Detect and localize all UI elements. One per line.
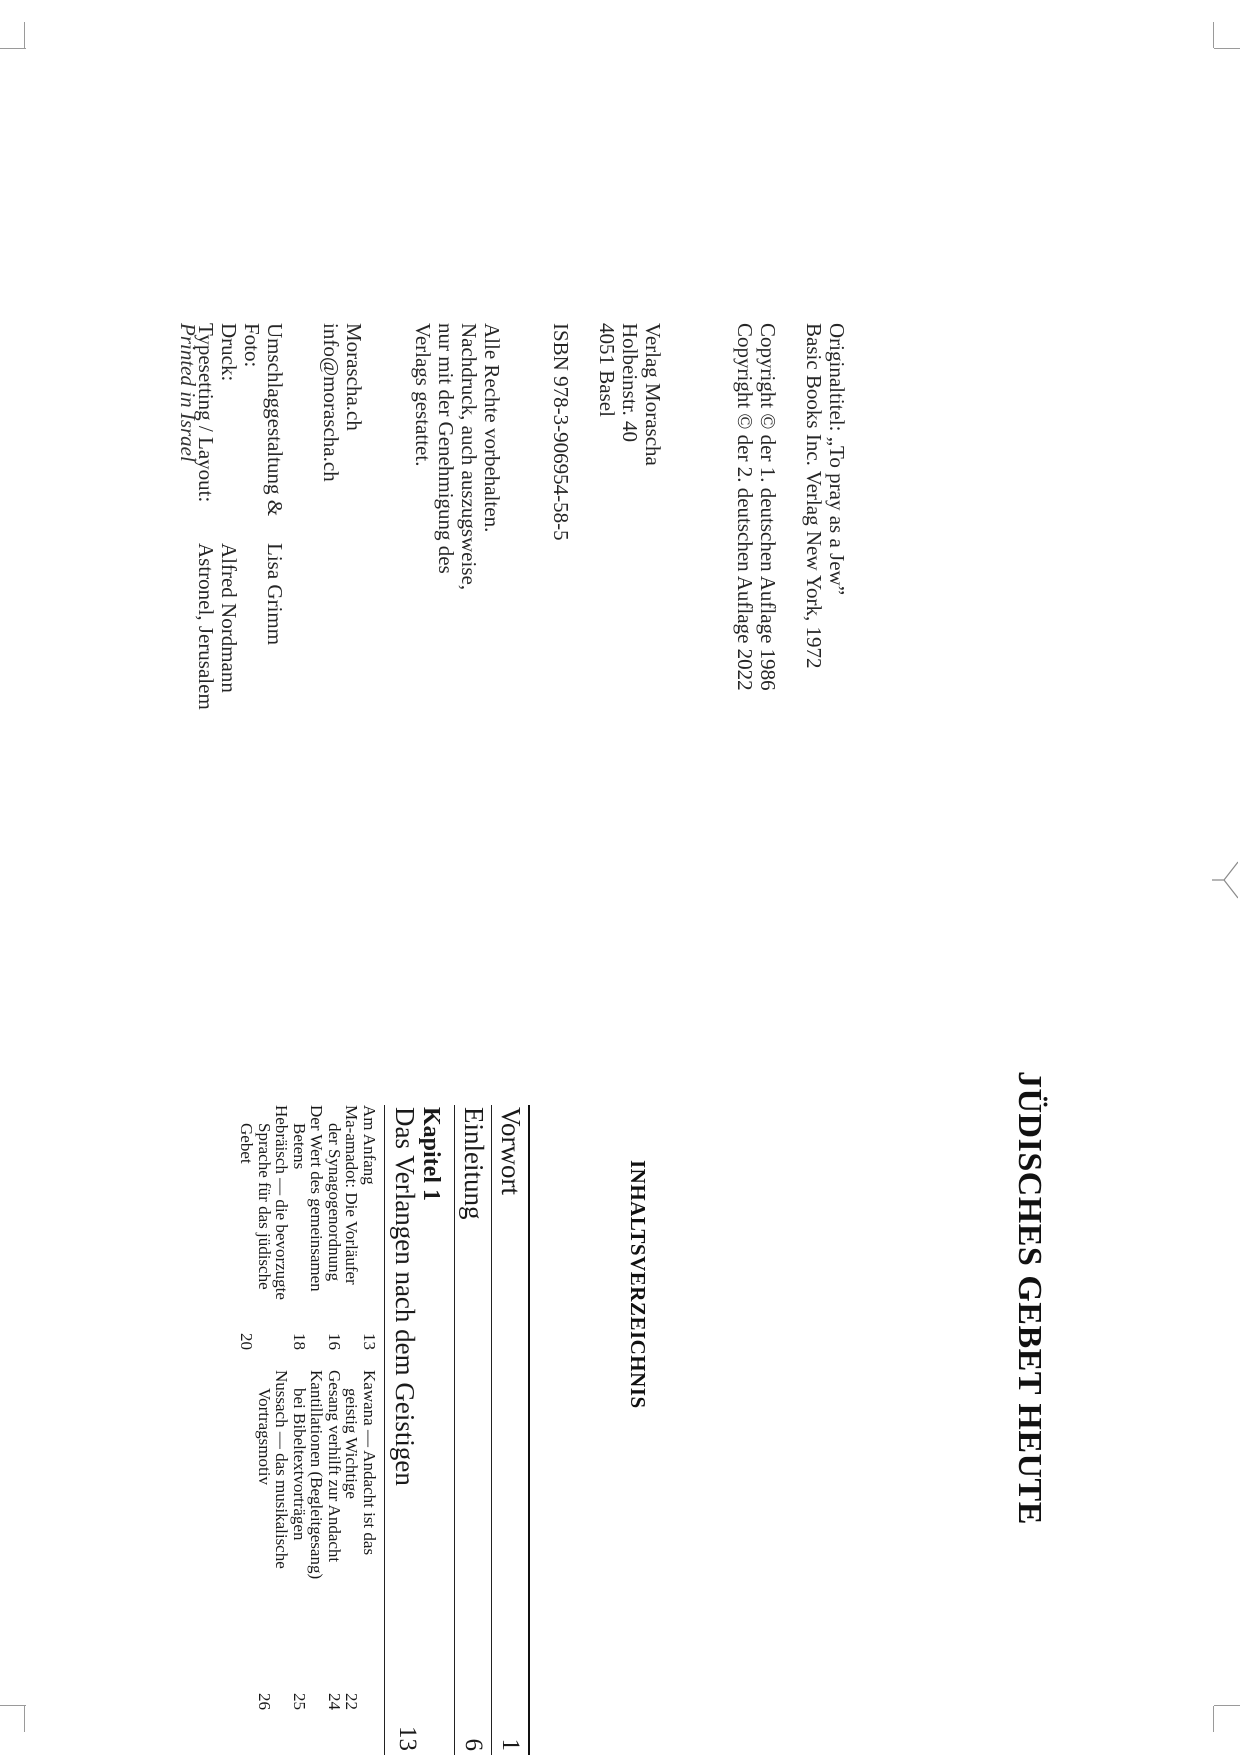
toc-sub-title-cont: Gebet <box>237 1123 257 1164</box>
rights-line-1: Alle Rechte vorbehalten. <box>480 323 504 533</box>
toc-sub-page: 25 <box>290 1693 309 1710</box>
credits-block <box>194 323 286 1083</box>
rights-line-4: Verlags gestattet. <box>411 323 435 467</box>
isbn: ISBN 978-3-906954-58-5 <box>549 323 573 541</box>
book-title: JÜDISCHES GEBET HEUTE <box>1011 1071 1048 1525</box>
publisher-email: info@morascha.ch <box>319 323 343 482</box>
rights-line-3: nur mit der Genehmigung des <box>434 323 458 574</box>
toc-sub-entry[interactable] <box>291 1105 326 1370</box>
toc-sub-title-block <box>326 1105 361 1320</box>
toc-sub-page: 22 <box>342 1693 362 1710</box>
toc-sub-title: Ma-amadot: Die Vorläufer <box>342 1105 362 1285</box>
toc-sub-entry[interactable] <box>238 1105 291 1370</box>
toc-sub-title-block <box>291 1370 326 1680</box>
toc-sub-page: 18 <box>290 1333 309 1350</box>
toc-sub-column-right <box>238 1370 378 1755</box>
credit-name: Alfred Nordmann <box>217 543 241 693</box>
toc-row-einleitung[interactable] <box>455 1105 492 1755</box>
credit-name: Lisa Grimm <box>263 543 287 646</box>
toc-row-vorwort[interactable] <box>492 1105 530 1755</box>
toc-sub-entry[interactable] <box>291 1370 326 1755</box>
toc-sub-entries <box>238 1105 385 1755</box>
original-publisher: Basic Books Inc. Verlag New York, 1972 <box>802 323 826 669</box>
credit-row <box>240 323 286 1083</box>
toc-sub-title: Kantillationen (Begleitgesang) <box>307 1370 327 1580</box>
toc-sub-title: Gesang verhilft zur Andacht <box>325 1370 344 1563</box>
toc-sub-title-cont: Sprache für das jüdische <box>255 1123 274 1290</box>
copyright-first-edition: Copyright © der 1. deutschen Auflage 1986 <box>756 323 780 691</box>
toc-page: 13 <box>394 1726 421 1751</box>
toc-page: 1 <box>497 1738 524 1751</box>
toc-heading: INHALTSVERZEICHNIS <box>626 1160 650 1409</box>
toc-sub-title-cont: geistig Wichtige <box>342 1388 362 1499</box>
publisher-street: Holbeinstr. 40 <box>618 323 642 442</box>
original-title: Originaltitel: „To pray as a Jew” <box>825 323 849 596</box>
toc-sub-entry[interactable] <box>256 1370 291 1755</box>
toc-sub-page: 16 <box>325 1333 344 1350</box>
toc-sub-page: 26 <box>255 1693 274 1710</box>
toc-sub-page: 20 <box>237 1333 257 1350</box>
toc-sub-title-block <box>238 1105 291 1320</box>
copyright-second-edition: Copyright © der 2. deutschen Auflage 2022 <box>733 323 757 691</box>
publisher-website: Morascha.ch <box>342 323 366 431</box>
toc-sub-column-left <box>238 1105 378 1370</box>
publisher-name: Verlag Morascha <box>641 323 665 466</box>
toc-sub-title-block <box>256 1370 291 1680</box>
toc-chapter-block <box>391 1107 443 1486</box>
credit-role: Umschlaggestaltung & Foto: <box>240 323 287 517</box>
credit-name: Astronel, Jerusalem <box>194 543 218 710</box>
publisher-city: 4051 Basel <box>595 323 619 417</box>
printed-in-note: Printed in Israel <box>176 323 200 462</box>
toc-sub-title-cont: Betens <box>290 1123 309 1170</box>
toc-sub-title-block <box>343 1370 378 1680</box>
toc-page: 6 <box>460 1738 487 1751</box>
toc-sub-page: 24 <box>325 1693 344 1710</box>
toc-sub-entry[interactable] <box>326 1370 344 1755</box>
toc-chapter-title: Das Verlangen nach dem Geistigen <box>390 1107 420 1486</box>
credit-role: Typesetting / Layout: <box>194 323 218 503</box>
credit-role: Druck: <box>217 323 241 382</box>
toc-sub-entry[interactable] <box>326 1105 361 1370</box>
toc-sub-title-cont: bei Bibeltextvorträgen <box>290 1388 309 1541</box>
credit-row <box>217 323 240 1083</box>
toc-label: Vorwort <box>496 1107 526 1196</box>
toc-sub-page: 13 <box>360 1333 379 1350</box>
rights-line-2: Nachdruck, auch auszugsweise, <box>457 323 481 591</box>
toc-sub-title-cont: der Synagogenordnung <box>325 1123 344 1282</box>
toc-sub-title: Am Anfang <box>360 1105 379 1185</box>
toc-sub-title: Hebräisch — die bevorzugte <box>272 1105 292 1300</box>
toc-label: Einleitung <box>459 1107 489 1220</box>
toc-sub-entry[interactable] <box>361 1105 379 1370</box>
toc-sub-title: Nussach — das musikalische <box>272 1370 292 1569</box>
toc-sub-title-block <box>291 1105 326 1320</box>
toc-sub-title-cont: Vortragsmotiv <box>255 1388 274 1485</box>
toc-sub-title: Kawana — Andacht ist das <box>360 1370 379 1556</box>
toc-sub-entry[interactable] <box>343 1370 378 1755</box>
toc-chapter-number: Kapitel 1 <box>418 1107 444 1201</box>
toc-sub-title: Der Wert des gemeinsamen <box>307 1105 327 1292</box>
toc-row-kapitel-1[interactable] <box>389 1105 455 1755</box>
toc-main-list <box>389 1105 530 1755</box>
imprint-block <box>273 323 848 1083</box>
